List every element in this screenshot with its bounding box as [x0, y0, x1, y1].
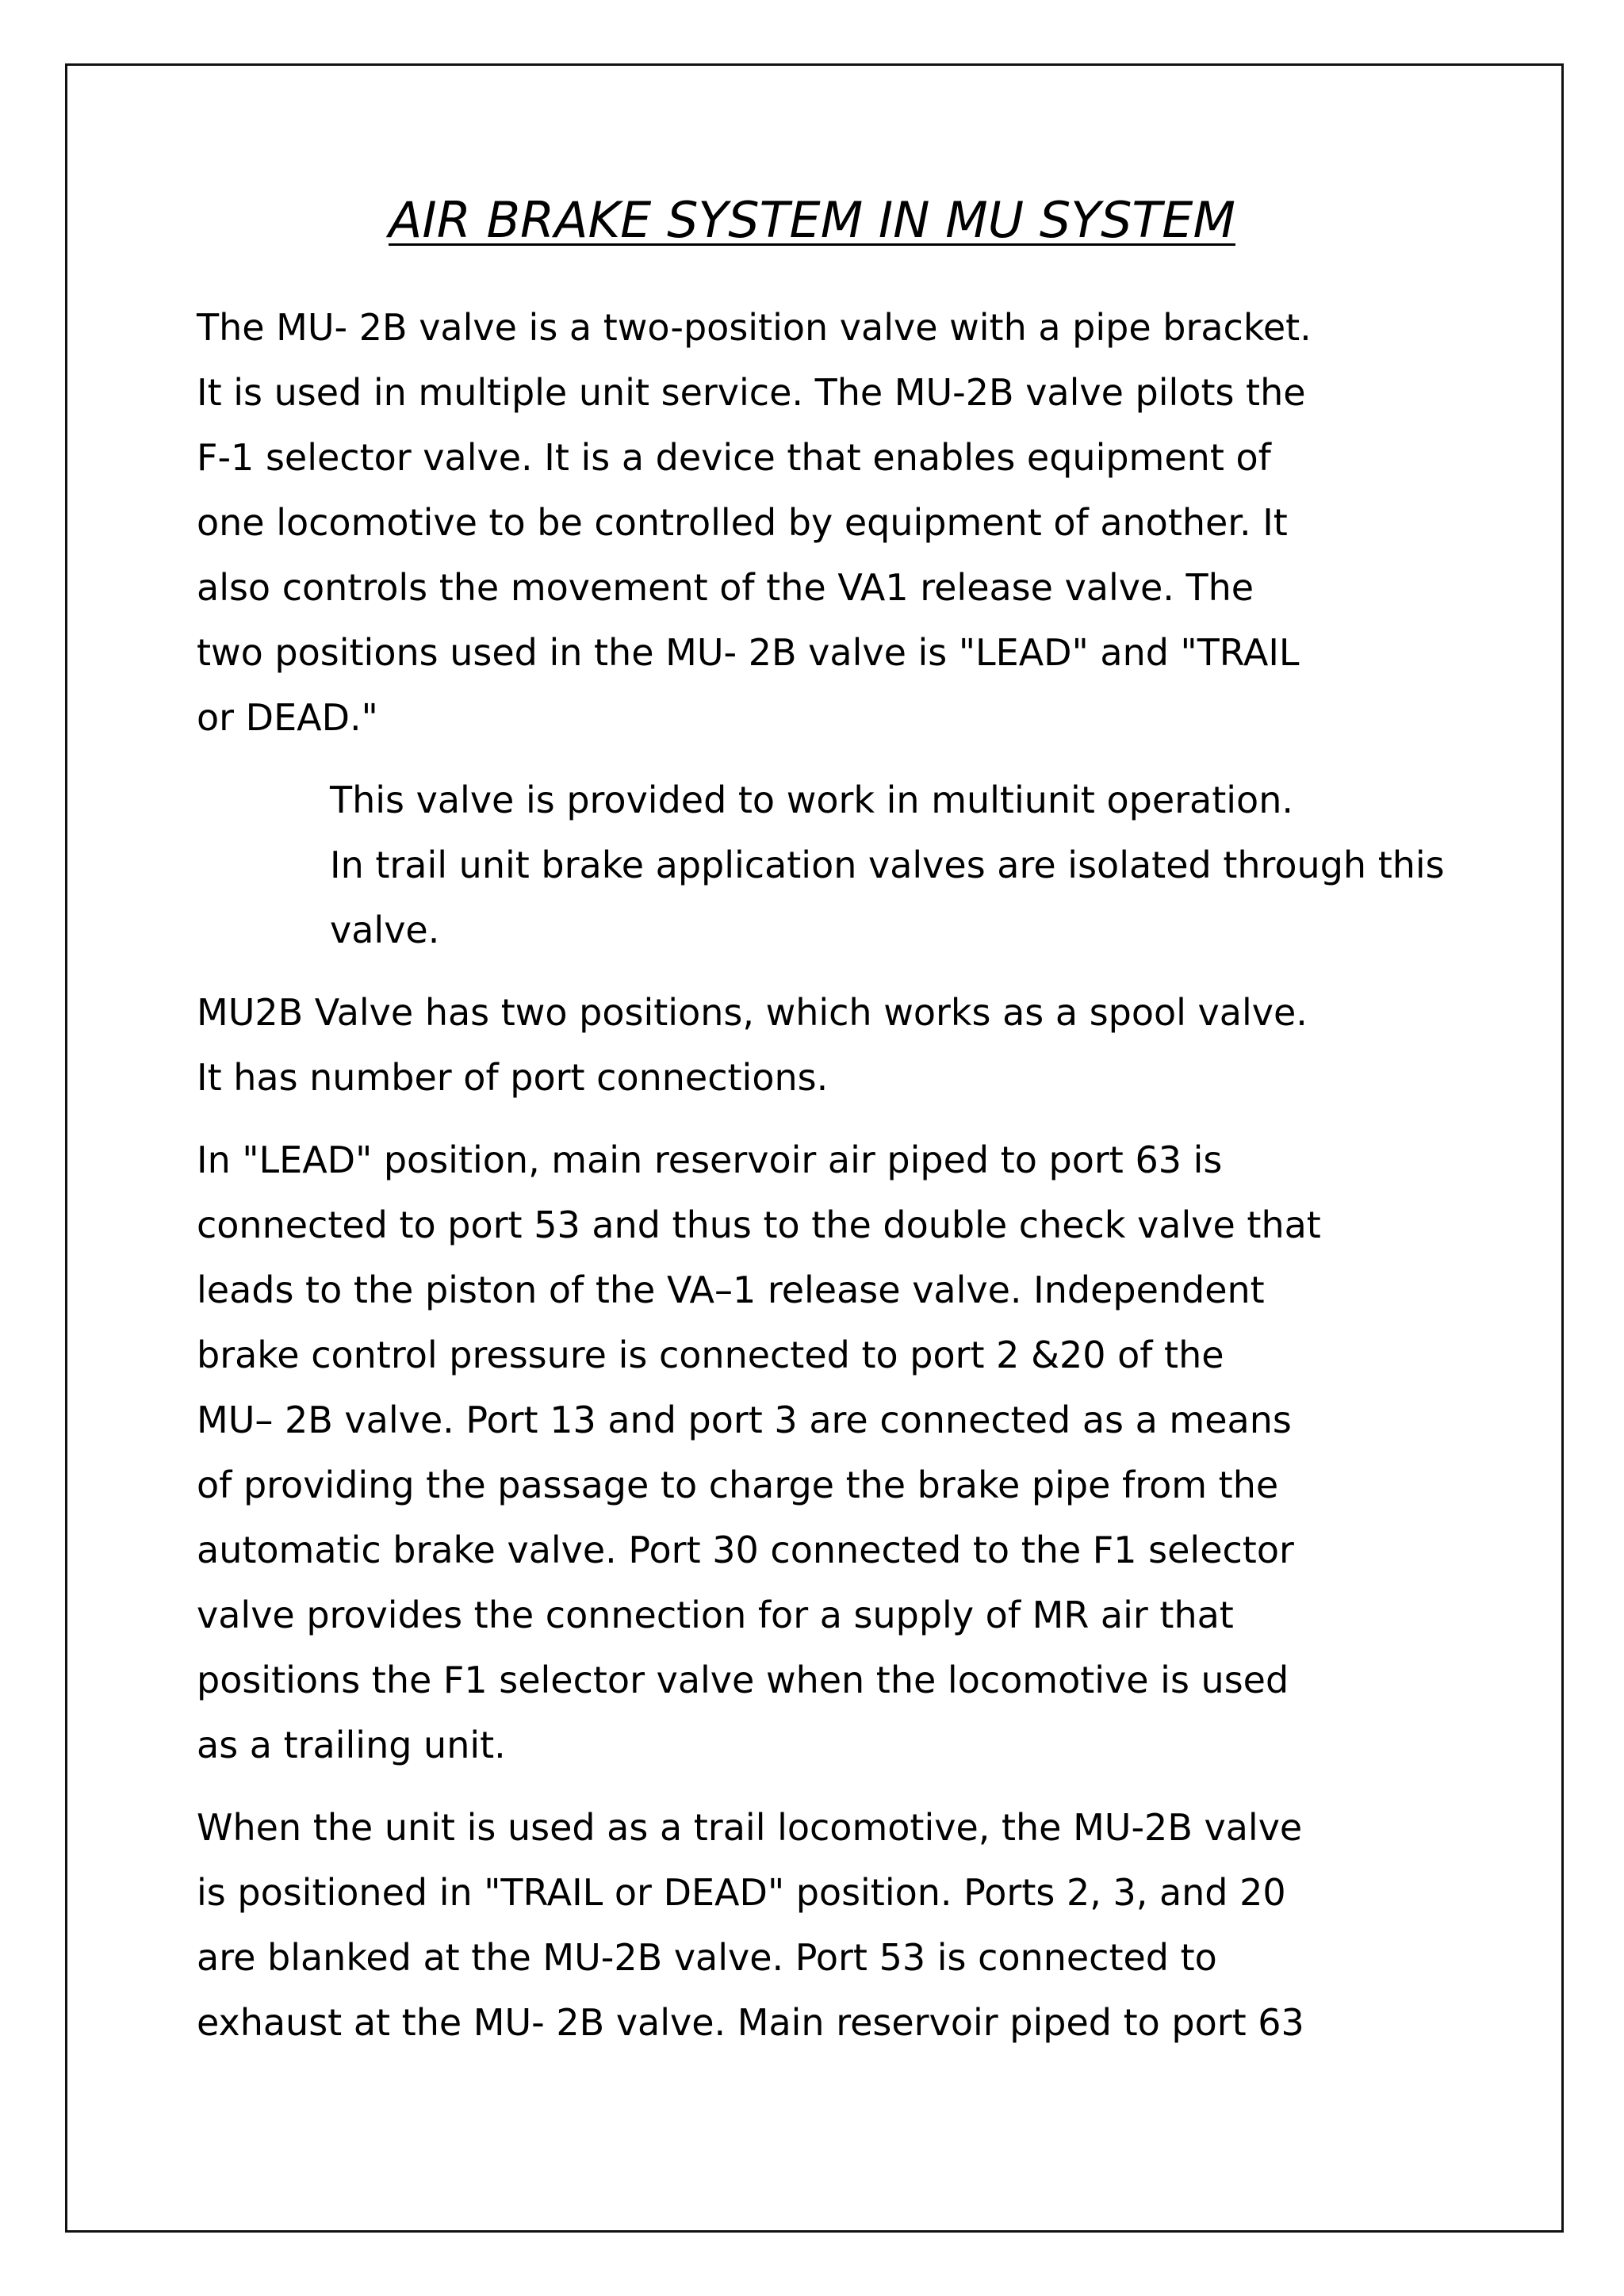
document-body — [197, 295, 1445, 2072]
paragraph-line: MU– 2B valve. Port 13 and port 3 are connected as a means — [197, 1399, 1292, 1441]
paragraph-line: leads to the piston of the VA–1 release valve. Independent — [197, 1269, 1265, 1311]
paragraph-line: brake control pressure is connected to port 2 &20 of the — [197, 1334, 1224, 1376]
paragraph-line: as a trailing unit. — [197, 1724, 506, 1766]
paragraph-line: It is used in multiple unit service. The MU-2B valve pilots the — [197, 371, 1306, 414]
paragraph-line: exhaust at the MU- 2B valve. Main reservoir piped to port 63 — [197, 2001, 1304, 2044]
paragraph — [197, 295, 1434, 750]
paragraph-line: automatic brake valve. Port 30 connected to the F1 selector — [197, 1529, 1294, 1571]
paragraph-line: In trail unit brake application valves are isolated through this — [330, 844, 1445, 886]
paragraph-line: valve provides the connection for a supply of MR air that — [197, 1594, 1234, 1636]
paragraph-line: valve. — [330, 909, 440, 951]
paragraph-line: are blanked at the MU-2B valve. Port 53 is connected to — [197, 1936, 1217, 1979]
paragraph-line: or DEAD." — [197, 696, 378, 739]
paragraph — [197, 1127, 1434, 1777]
paragraph — [197, 980, 1434, 1110]
paragraph-line: F-1 selector valve. It is a device that enables equipment of — [197, 436, 1271, 479]
paragraph-line: connected to port 53 and thus to the double check valve that — [197, 1203, 1321, 1246]
paragraph-line: two positions used in the MU- 2B valve is "LEAD" and "TRAIL — [197, 631, 1300, 674]
document-title-text: AIR BRAKE SYSTEM IN MU SYSTEM — [389, 191, 1235, 249]
paragraph-line: This valve is provided to work in multiunit operation. — [330, 779, 1293, 821]
paragraph-line: The MU- 2B valve is a two-position valve with a pipe bracket. — [197, 306, 1312, 349]
paragraph-line: is positioned in "TRAIL or DEAD" position. Ports 2, 3, and 20 — [197, 1871, 1286, 1914]
document-title — [0, 189, 1624, 252]
paragraph-line: It has number of port connections. — [197, 1056, 829, 1099]
paragraph-line: In "LEAD" position, main reservoir air piped to port 63 is — [197, 1138, 1223, 1181]
paragraph-line: positions the F1 selector valve when the locomotive is used — [197, 1659, 1289, 1701]
paragraph — [197, 767, 1445, 962]
paragraph-line: of providing the passage to charge the brake pipe from the — [197, 1464, 1279, 1506]
paragraph-line: MU2B Valve has two positions, which works as a spool valve. — [197, 991, 1308, 1034]
paragraph-line: When the unit is used as a trail locomotive, the MU-2B valve — [197, 1806, 1303, 1849]
paragraph-line: also controls the movement of the VA1 release valve. The — [197, 566, 1254, 609]
paragraph-line: one locomotive to be controlled by equipment of another. It — [197, 501, 1288, 544]
paragraph — [197, 1795, 1434, 2055]
